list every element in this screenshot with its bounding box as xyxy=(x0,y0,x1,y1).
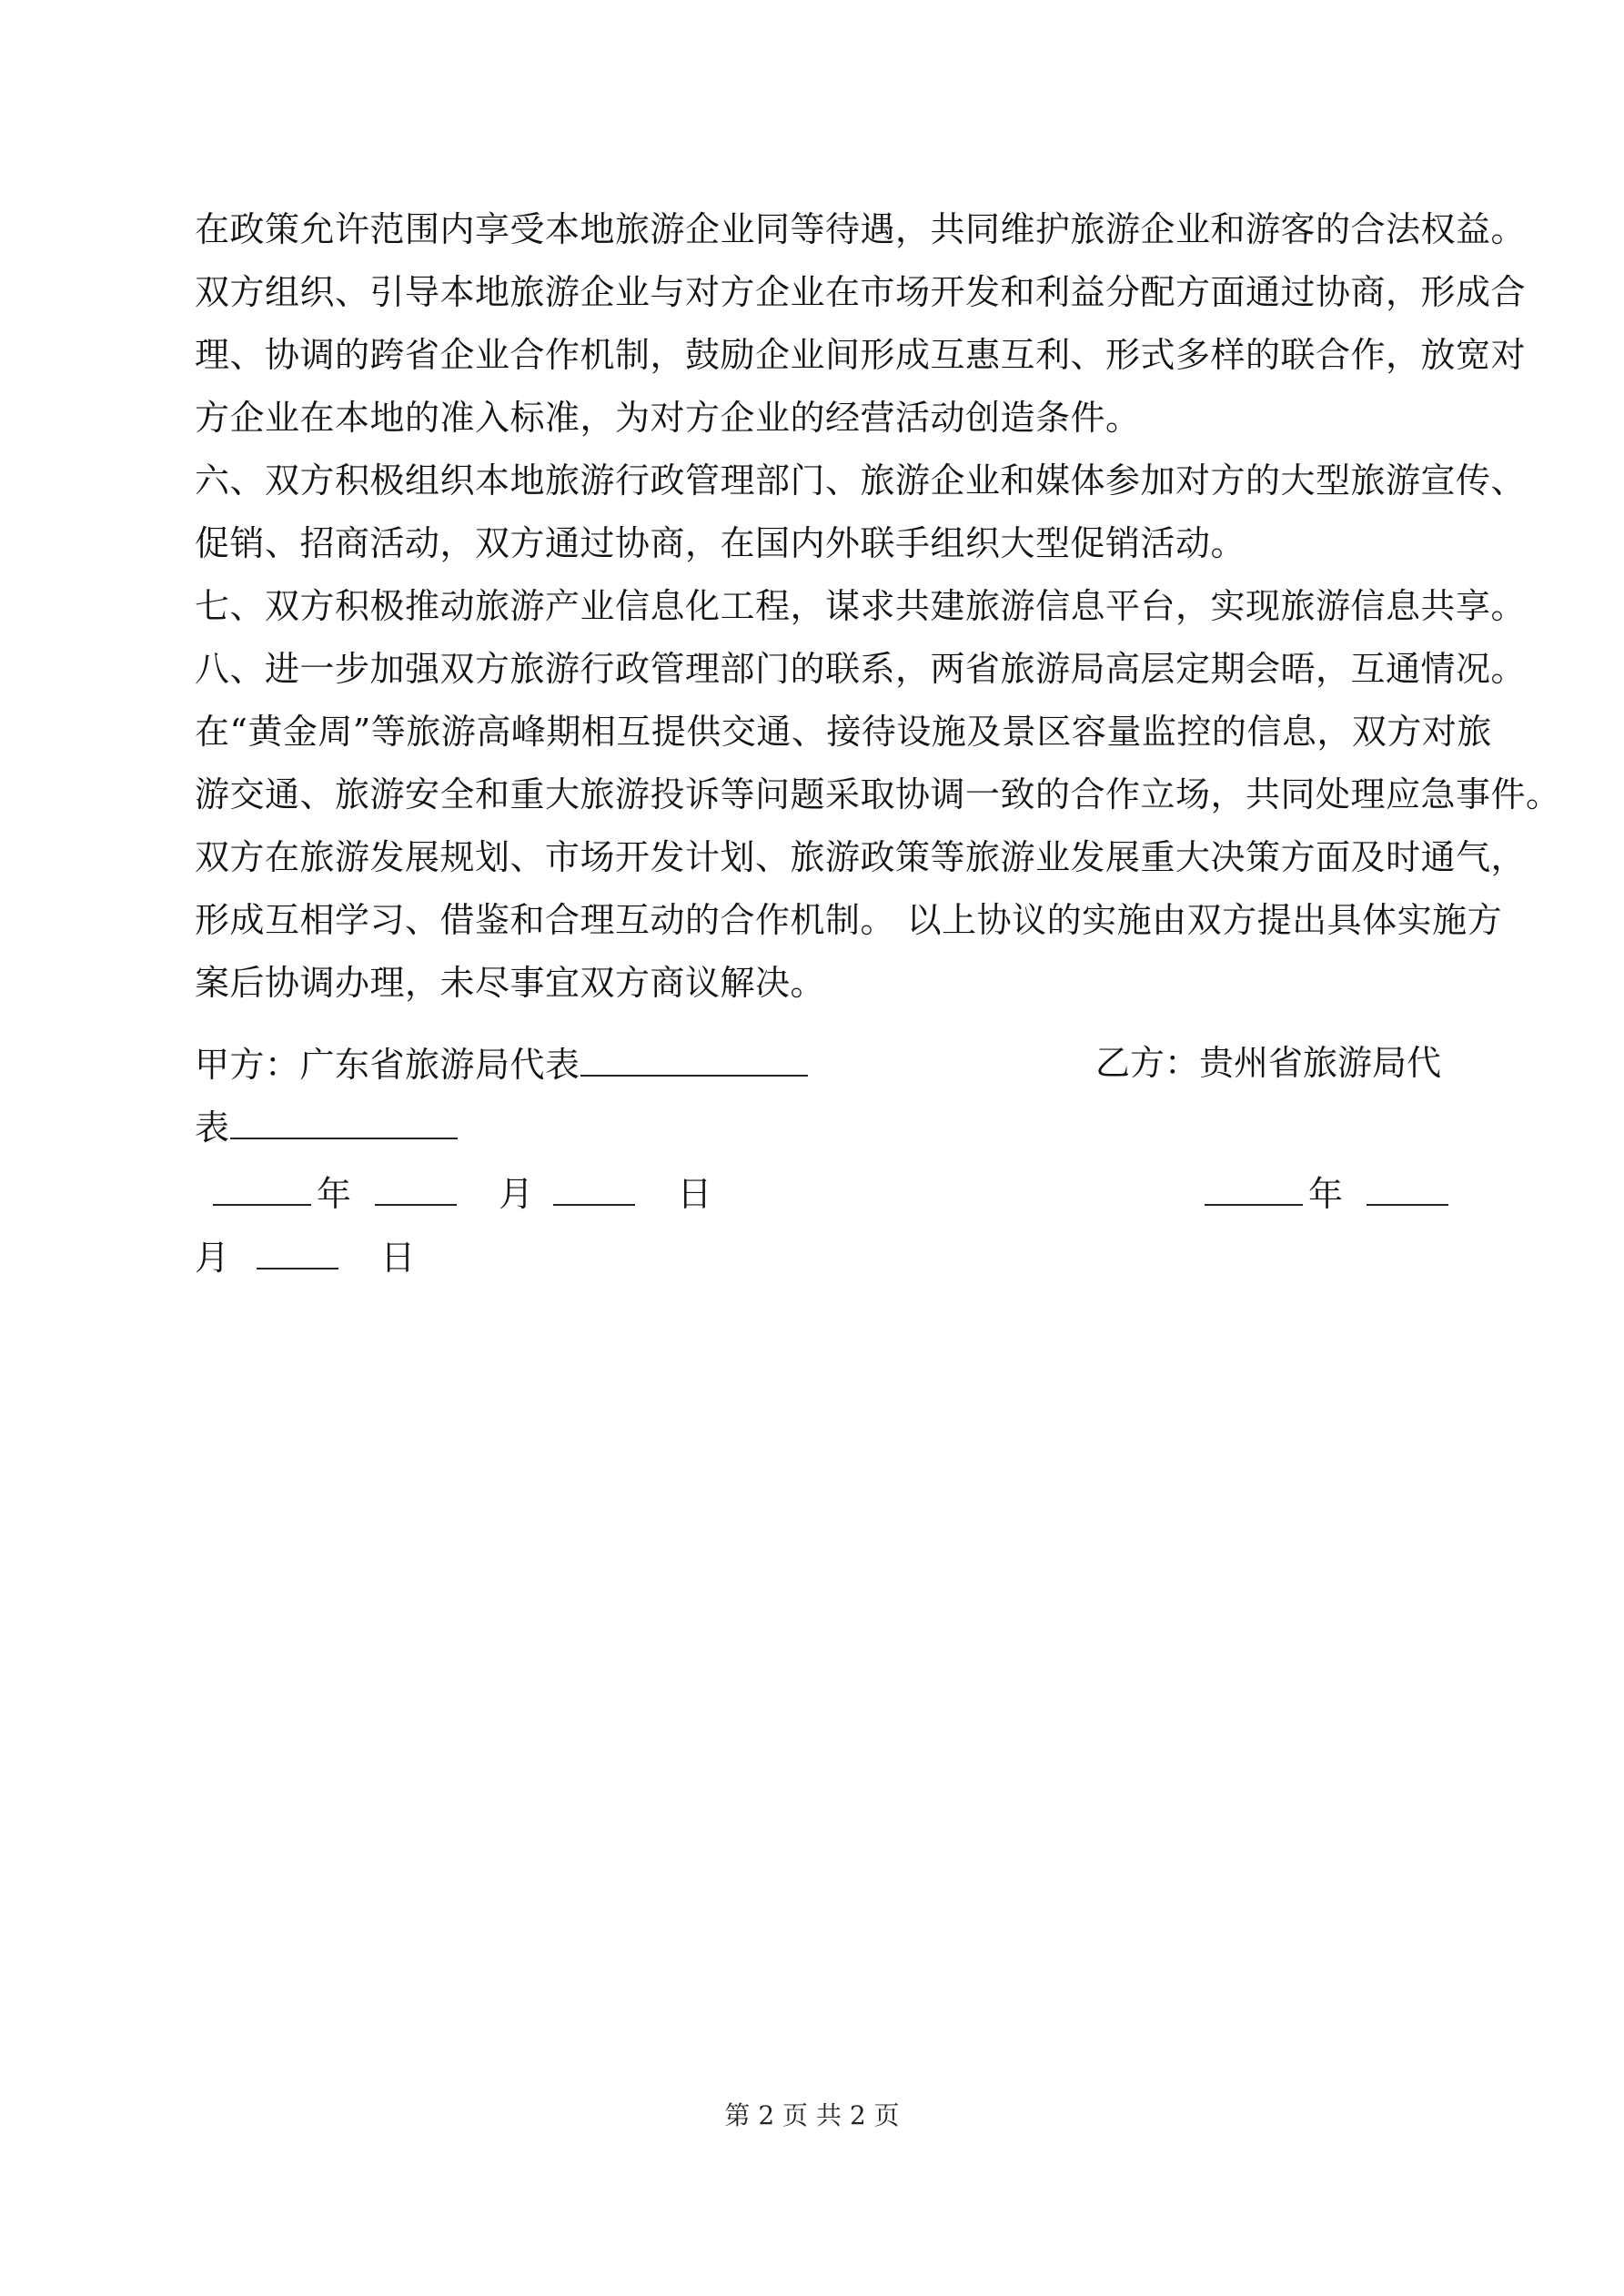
page-indicator: 第 2 页 共 2 页 xyxy=(724,2100,900,2130)
body-line-12: 形成互相学习、借鉴和合理互动的合作机制。 以上协议的实施由双方提出具体实施方 xyxy=(195,900,1503,940)
day-label: 日 xyxy=(380,1238,416,1278)
party-a-month-blank[interactable] xyxy=(375,1171,457,1206)
body-line-5: 六、双方积极组织本地旅游行政管理部门、旅游企业和媒体参加对方的大型旅游宣传、 xyxy=(195,460,1527,501)
party-b-date-cont xyxy=(195,1235,420,1279)
year-label: 年 xyxy=(1308,1174,1344,1214)
month-label: 月 xyxy=(499,1174,534,1214)
party-b-label-cont: 表 xyxy=(195,1108,230,1148)
party-b-signature-cont xyxy=(195,1105,458,1148)
party-a-year-blank[interactable] xyxy=(213,1171,311,1206)
party-b-month-blank[interactable] xyxy=(1367,1171,1448,1206)
party-b-year-blank[interactable] xyxy=(1205,1171,1303,1206)
body-line-6: 促销、招商活动，双方通过协商，在国内外联手组织大型促销活动。 xyxy=(195,523,1246,563)
body-line-9: 在“黄金周”等旅游高峰期相互提供交通、接待设施及景区容量监控的信息，双方对旅 xyxy=(195,712,1492,752)
party-a-day-blank[interactable] xyxy=(553,1171,635,1206)
body-line-13: 案后协调办理，未尽事宜双方商议解决。 xyxy=(195,963,826,1003)
body-line-8: 八、进一步加强双方旅游行政管理部门的联系，两省旅游局高层定期会晤，互通情况。 xyxy=(195,649,1527,689)
month-label: 月 xyxy=(195,1238,230,1278)
party-a-label: 甲方：广东省旅游局代表 xyxy=(195,1045,580,1085)
body-line-3: 理、协调的跨省企业合作机制，鼓励企业间形成互惠互利、形式多样的联合作，放宽对 xyxy=(195,335,1527,375)
year-label: 年 xyxy=(317,1174,352,1214)
party-b-date xyxy=(1205,1171,1448,1215)
party-b-label: 乙方：贵州省旅游局代 xyxy=(1094,1043,1441,1083)
body-line-1: 在政策允许范围内享受本地旅游企业同等待遇，共同维护旅游企业和游客的合法权益。 xyxy=(195,209,1527,249)
party-a-signature-blank[interactable] xyxy=(580,1042,808,1077)
body-line-11: 双方在旅游发展规划、市场开发计划、旅游政策等旅游业发展重大决策方面及时通气， xyxy=(195,837,1527,877)
party-b-day-blank[interactable] xyxy=(257,1235,338,1269)
party-b-signature-blank[interactable] xyxy=(230,1105,458,1139)
party-a-signature xyxy=(195,1042,808,1086)
body-line-7: 七、双方积极推动旅游产业信息化工程，谋求共建旅游信息平台，实现旅游信息共享。 xyxy=(195,586,1527,626)
body-line-2: 双方组织、引导本地旅游企业与对方企业在市场开发和利益分配方面通过协商，形成合 xyxy=(195,272,1527,312)
party-a-date xyxy=(213,1171,717,1215)
body-line-4: 方企业在本地的准入标准，为对方企业的经营活动创造条件。 xyxy=(195,398,1141,438)
body-line-10: 游交通、旅游安全和重大旅游投诉等问题采取协调一致的合作立场，共同处理应急事件。 xyxy=(195,774,1561,814)
day-label: 日 xyxy=(677,1174,712,1214)
